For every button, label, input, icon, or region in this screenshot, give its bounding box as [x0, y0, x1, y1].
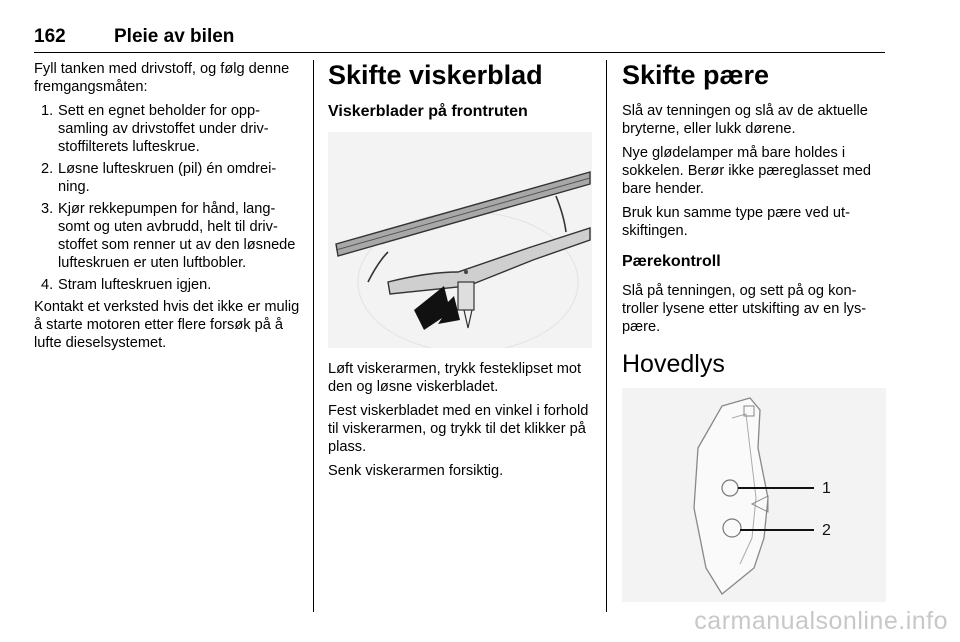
- callout-label-1: 1: [822, 480, 831, 497]
- column-1: [34, 60, 300, 358]
- callout-label-2: 2: [822, 522, 831, 539]
- paragraph: Senk viskerarmen forsiktig.: [328, 463, 504, 479]
- column-divider: [313, 60, 314, 612]
- column-2: [328, 60, 592, 486]
- step-number: 3.: [41, 201, 54, 217]
- step-text: Stram lufteskruen igjen.: [58, 277, 212, 293]
- headlamp-illustration: [622, 388, 886, 602]
- step-text: Sett en egnet beholder for oppsamling av drivstoffet under drivstoffilterets lufteskrue.: [58, 103, 269, 155]
- wiper-illustration: [328, 132, 592, 348]
- page-number: 162: [34, 26, 66, 47]
- list-item: [34, 160, 300, 196]
- list-item: [34, 200, 300, 272]
- paragraph: Slå på tenningen, og sett på og kontroller lysene etter utskifting av en lyspære.: [622, 283, 867, 335]
- section-title: Skifte pære: [622, 60, 770, 90]
- paragraph: Nye glødelamper må bare holdes i sokkelen. Berør ikke pæreglasset med bare hender.: [622, 145, 872, 197]
- intro-text: Fyll tanken med drivstoff, og følg denne fremgangsmåten:: [34, 61, 290, 95]
- headlamp-icon: [622, 388, 886, 602]
- subsection-title: Viskerblader på frontruten: [328, 103, 528, 120]
- step-number: 4.: [41, 277, 54, 293]
- steps-list: [34, 102, 300, 294]
- list-item: [34, 102, 300, 156]
- section-title: Skifte viskerblad: [328, 60, 543, 90]
- column-divider: [606, 60, 607, 612]
- paragraph: Fest viskerbladet med en vinkel i forhold til viskerarmen, og trykk til det klikker på plass.: [328, 403, 589, 455]
- step-number: 1.: [41, 103, 54, 119]
- section-heading: Hovedlys: [622, 350, 725, 378]
- list-item: [34, 276, 300, 294]
- step-text: Løsne lufteskruen (pil) én omdreining.: [58, 161, 277, 195]
- outro-text: Kontakt et verksted hvis det ikke er mulig å starte motoren etter flere forsøk på å lufte dieselsystemet.: [34, 299, 300, 351]
- watermark: carmanualsonline.info: [694, 607, 948, 635]
- paragraph: Slå av tenningen og slå av de aktuelle bryterne, eller lukk dørene.: [622, 103, 868, 137]
- subsection-title: Pærekontroll: [622, 253, 721, 270]
- running-head: Pleie av bilen: [114, 26, 235, 47]
- paragraph: Løft viskerarmen, trykk festeklipset mot den og løsne viskerbladet.: [328, 361, 582, 395]
- step-number: 2.: [41, 161, 54, 177]
- step-text: Kjør rekkepumpen for hånd, langsomt og uten avbrudd, helt til drivstoffet som renner ut av den løsnede lufteskruen er uten luftbobler.: [58, 201, 296, 271]
- page-header: [34, 26, 885, 53]
- column-3: [622, 60, 888, 602]
- paragraph: Bruk kun samme type pære ved utskiftingen.: [622, 205, 850, 239]
- wiper-blade-icon: [328, 132, 592, 348]
